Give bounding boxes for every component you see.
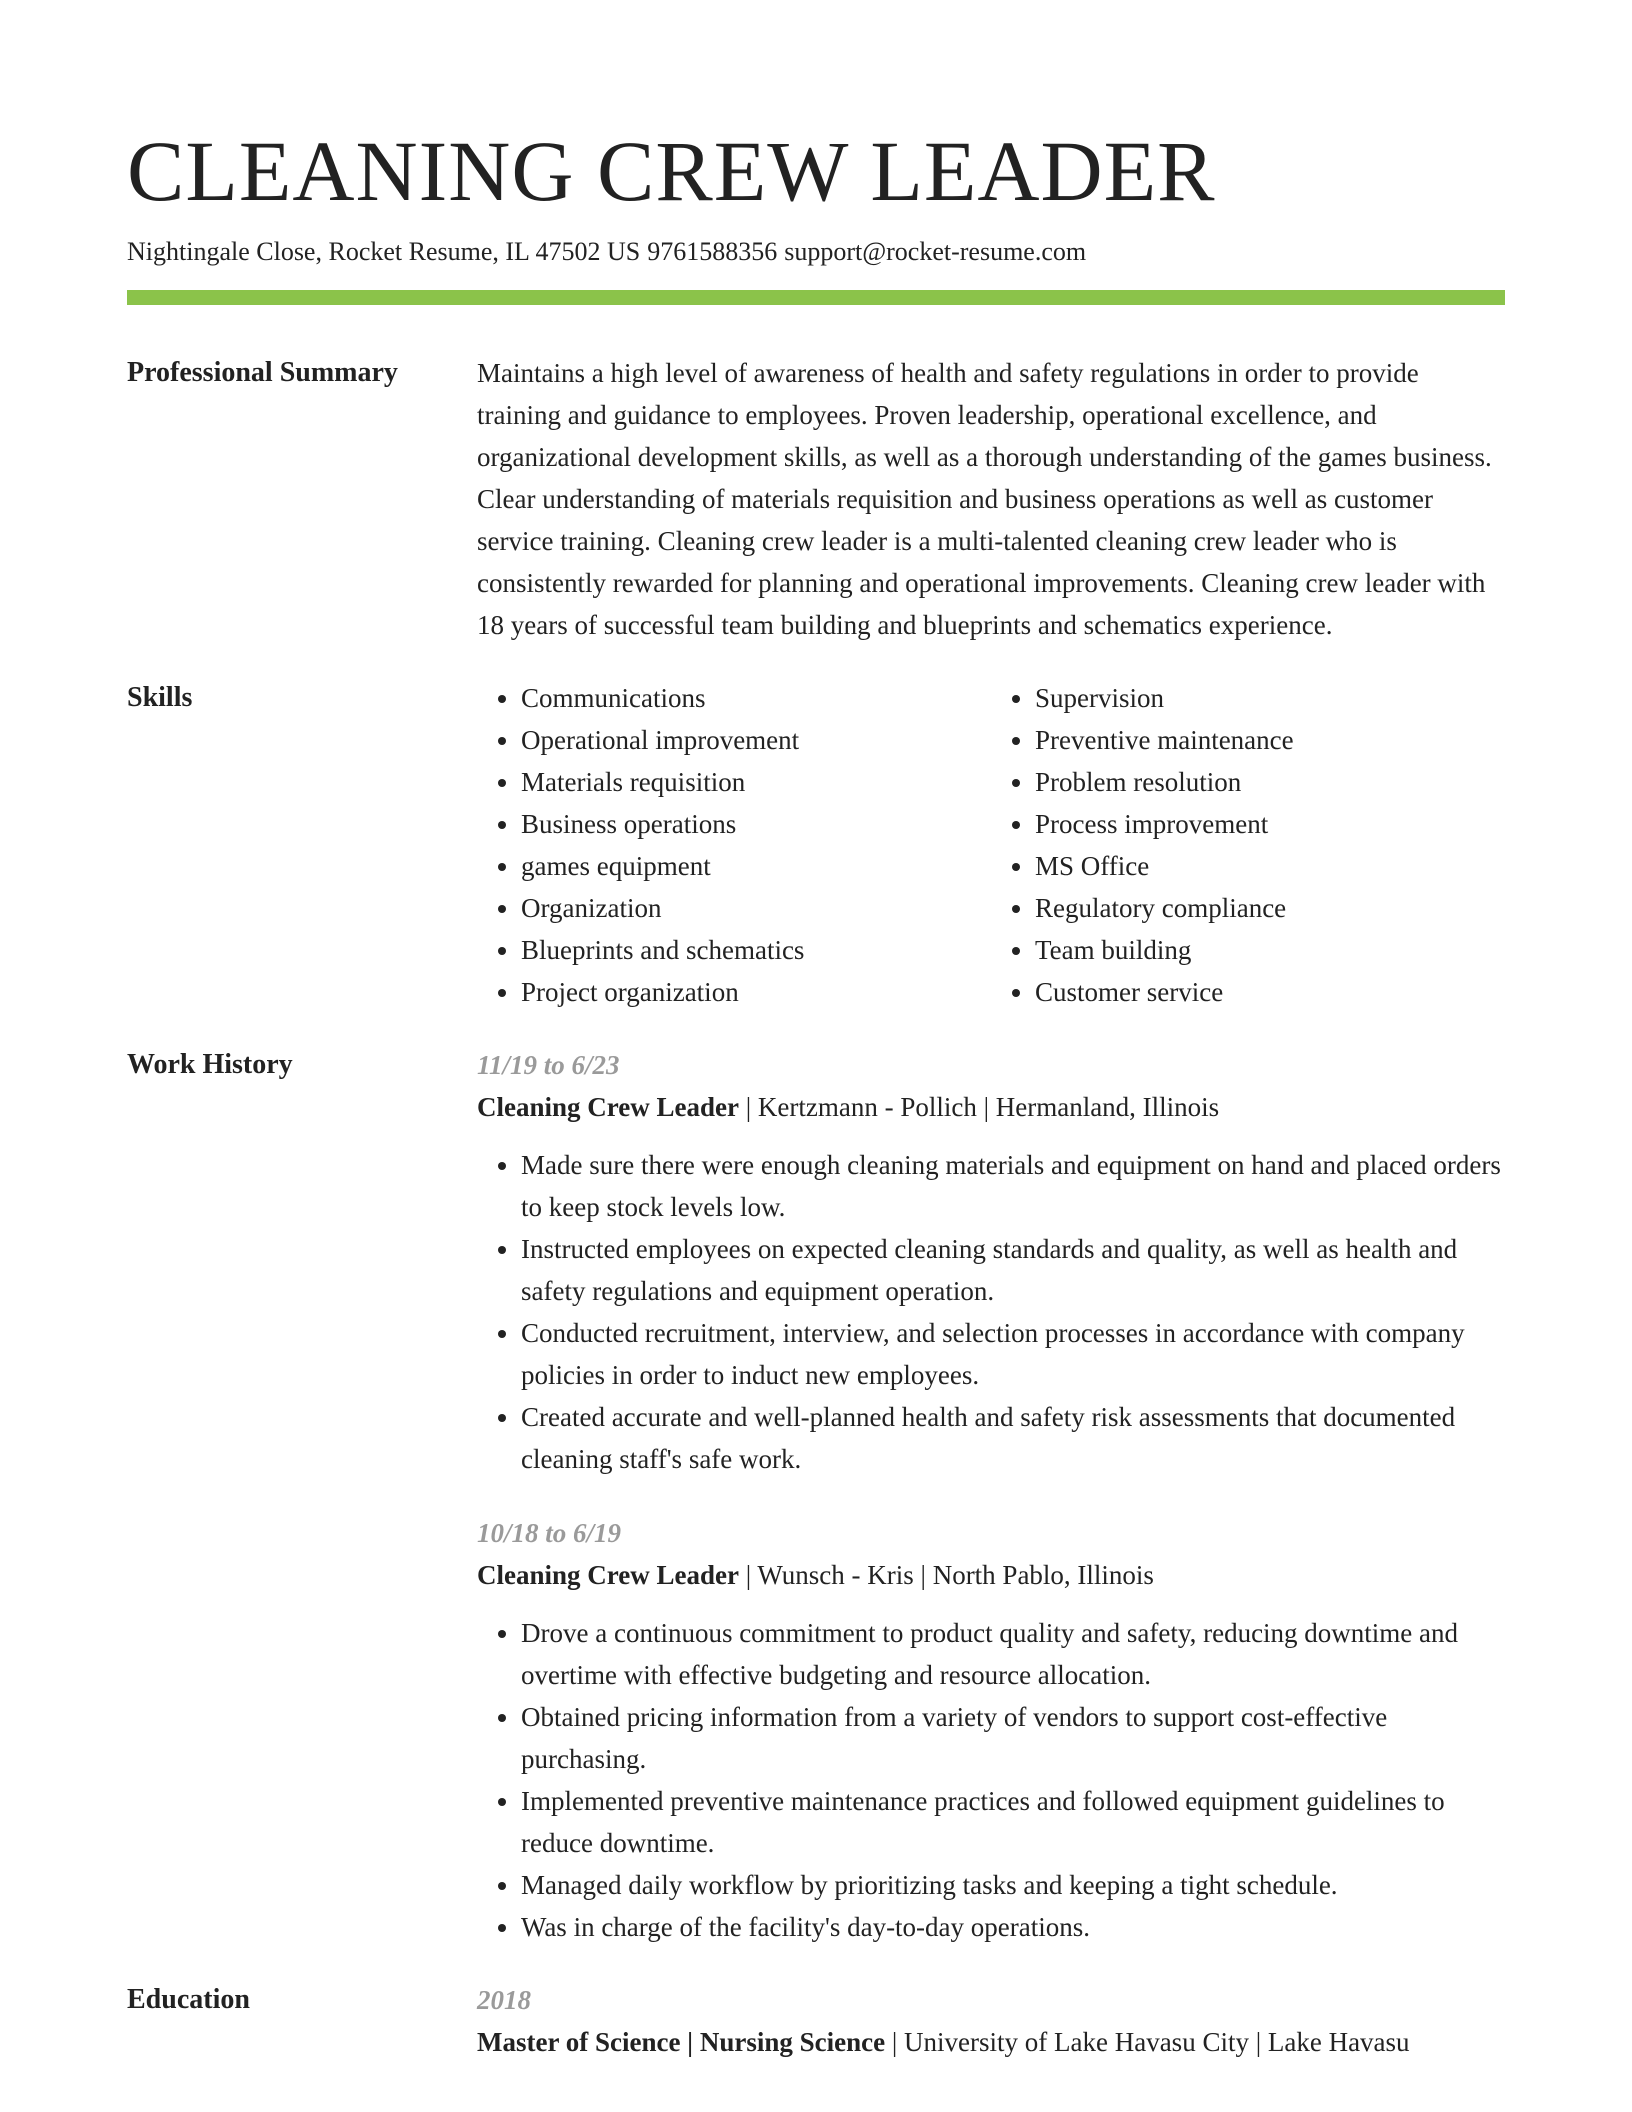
job-heading — [477, 1086, 1505, 1128]
skills-column-left — [477, 677, 991, 1013]
contact-address: Nightingale Close, Rocket Resume, IL 47502 US — [127, 237, 641, 266]
job-title: Cleaning Crew Leader — [477, 1560, 739, 1591]
skill-item: • Communications — [521, 677, 991, 719]
summary-text: Maintains a high level of awareness of health and safety regulations in order to provide training and guidance to employees. Proven leadership, operational excellence, and organizational development skills, as well as a thorough understanding of the games business. Clear understanding of materials requisition and business operations as well as customer service training. Cleaning crew leader is a multi-talented cleaning crew leader who is consistently rewarded for planning and operational improvements. Cleaning crew leader with 18 years of successful team building and blueprints and schematics experience. — [477, 358, 1492, 641]
skills-title: Skills — [127, 682, 193, 714]
skill-item: • Problem resolution — [1035, 761, 1505, 803]
job-employer: | Wunsch - Kris | North Pablo, Illinois — [738, 1560, 1154, 1591]
contact-email: support@rocket-resume.com — [784, 237, 1087, 266]
job-entry — [477, 1512, 1505, 1948]
job-bullet: • Was in charge of the facility's day-to-day operations. — [521, 1906, 1505, 1948]
job-bullets — [477, 1612, 1505, 1948]
work-history-title: Work History — [127, 1049, 293, 1081]
resume-name: CLEANING CREW LEADER — [127, 123, 1216, 219]
job-bullet: • Made sure there were enough cleaning materials and equipment on hand and placed orders to keep stock levels low. — [521, 1144, 1505, 1228]
job-bullet: • Instructed employees on expected cleaning standards and quality, as well as health and safety regulations and equipment operation. — [521, 1228, 1505, 1312]
job-employer: | Kertzmann - Pollich | Hermanland, Illinois — [738, 1092, 1220, 1123]
skill-item: • Blueprints and schematics — [521, 929, 991, 971]
contact-line — [127, 236, 1505, 267]
work-history-section — [127, 1044, 1505, 1948]
skill-item: • Supervision — [1035, 677, 1505, 719]
job-bullet: • Obtained pricing information from a variety of vendors to support cost-effective purchasing. — [521, 1696, 1505, 1780]
education-degree: Master of Science | Nursing Science — [477, 2027, 886, 2058]
work-history-body — [477, 1044, 1505, 1948]
skill-item: • Team building — [1035, 929, 1505, 971]
skill-item: • MS Office — [1035, 845, 1505, 887]
skill-item: • Business operations — [521, 803, 991, 845]
job-bullet: • Managed daily workflow by prioritizing tasks and keeping a tight schedule. — [521, 1864, 1505, 1906]
education-body — [477, 1979, 1505, 2063]
skill-item: • Regulatory compliance — [1035, 887, 1505, 929]
skill-item: • Organization — [521, 887, 991, 929]
skills-column-right — [991, 677, 1505, 1013]
summary-section — [127, 352, 1505, 646]
education-heading — [477, 2021, 1505, 2063]
skill-item: • Preventive maintenance — [1035, 719, 1505, 761]
header-divider — [127, 290, 1505, 305]
skill-item: • Customer service — [1035, 971, 1505, 1013]
job-bullets — [477, 1144, 1505, 1480]
skill-item: • games equipment — [521, 845, 991, 887]
education-year: 2018 — [477, 1985, 531, 2016]
education-school: | University of Lake Havasu City | Lake Havasu — [885, 2027, 1410, 2058]
skill-item: • Materials requisition — [521, 761, 991, 803]
job-bullet: • Drove a continuous commitment to product quality and safety, reducing downtime and overtime with effective budgeting and resource allocation. — [521, 1612, 1505, 1696]
job-heading — [477, 1554, 1505, 1596]
contact-phone: 9761588356 — [647, 237, 778, 266]
summary-title: Professional Summary — [127, 357, 398, 389]
job-dates: 11/19 to 6/23 — [477, 1050, 620, 1081]
skill-item: • Process improvement — [1035, 803, 1505, 845]
job-dates: 10/18 to 6/19 — [477, 1518, 622, 1549]
job-entry — [477, 1044, 1505, 1480]
education-section — [127, 1979, 1505, 2063]
job-bullet: • Created accurate and well-planned health and safety risk assessments that documented cleaning staff's safe work. — [521, 1396, 1505, 1480]
job-bullet: • Conducted recruitment, interview, and selection processes in accordance with company policies in order to induct new employees. — [521, 1312, 1505, 1396]
skills-section — [127, 677, 1505, 1013]
job-bullet: • Implemented preventive maintenance practices and followed equipment guidelines to reduce downtime. — [521, 1780, 1505, 1864]
skills-list — [477, 677, 1505, 1013]
job-title: Cleaning Crew Leader — [477, 1092, 739, 1123]
education-title: Education — [127, 1984, 250, 2016]
skill-item: • Project organization — [521, 971, 991, 1013]
skill-item: • Operational improvement — [521, 719, 991, 761]
